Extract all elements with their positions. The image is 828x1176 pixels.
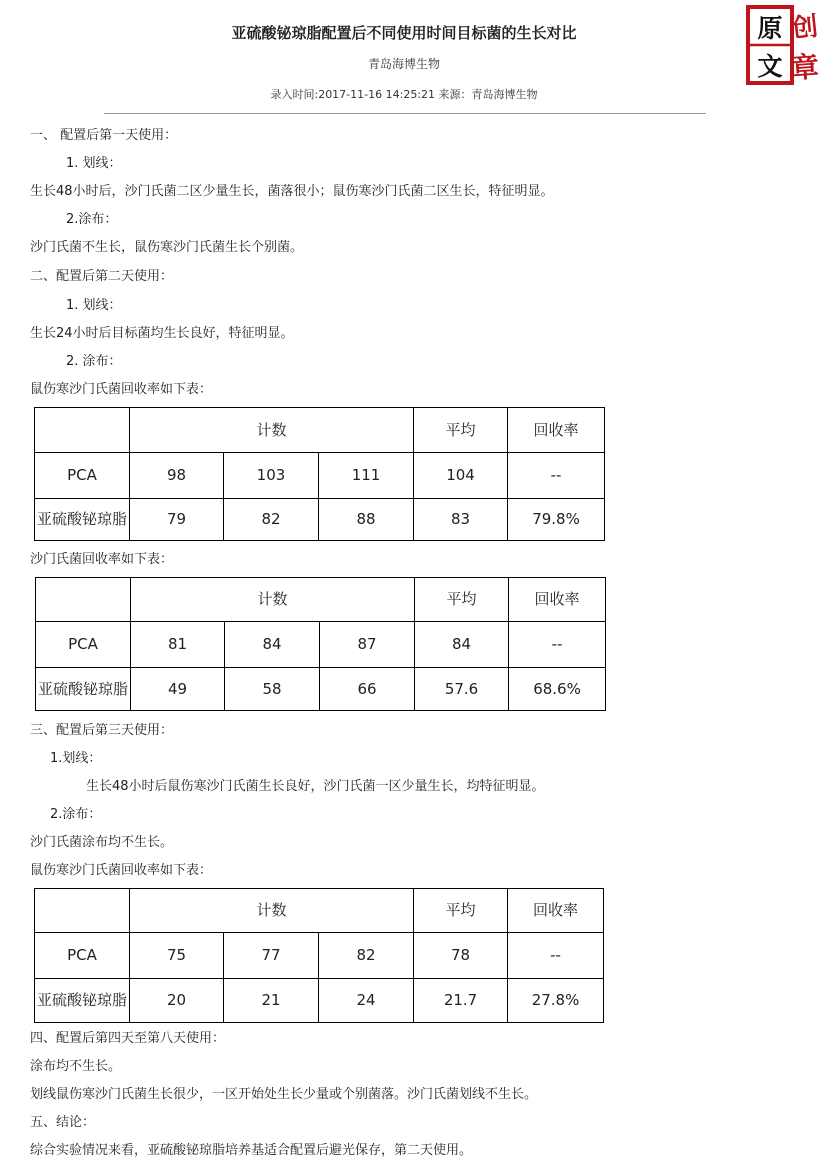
count-cell: 20 <box>130 979 224 1023</box>
count-cell: 87 <box>320 622 415 668</box>
row-label: 亚硫酸铋琼脂 <box>35 499 130 541</box>
section-1-streak-heading: 1. 划线： <box>66 156 122 171</box>
recovery-rate-cell: 79.8% <box>508 499 605 541</box>
table-row <box>35 933 604 979</box>
section-3-streak-text: 生长48小时后鼠伤寒沙门氏菌生长良好，沙门氏菌一区少量生长，均特征明显。 <box>86 779 545 794</box>
recovery-rate-cell: -- <box>508 453 605 499</box>
section-1-spread-text: 沙门氏菌不生长，鼠伤寒沙门氏菌生长个别菌。 <box>30 240 304 255</box>
table-header-row <box>36 578 606 622</box>
count-header: 计数 <box>131 578 415 622</box>
average-header: 平均 <box>415 578 509 622</box>
table-row <box>36 622 606 668</box>
count-cell: 82 <box>319 933 414 979</box>
section-2-streak-heading: 1. 划线： <box>66 298 122 313</box>
count-cell: 58 <box>225 668 320 711</box>
recovery-rate-cell: 68.6% <box>509 668 606 711</box>
recovery-rate-cell: -- <box>508 933 604 979</box>
table-row <box>35 453 605 499</box>
table-1-caption: 鼠伤寒沙门氏菌回收率如下表： <box>30 382 213 397</box>
svg-text:创: 创 <box>790 11 820 45</box>
count-cell: 49 <box>131 668 225 711</box>
empty-header-cell <box>35 889 130 933</box>
table-header-row <box>35 408 605 453</box>
count-cell: 84 <box>225 622 320 668</box>
count-cell: 79 <box>130 499 224 541</box>
average-header: 平均 <box>414 889 508 933</box>
recovery-rate-header: 回收率 <box>508 889 604 933</box>
count-header: 计数 <box>130 889 414 933</box>
count-cell: 75 <box>130 933 224 979</box>
count-cell: 77 <box>224 933 319 979</box>
original-article-stamp <box>745 4 821 88</box>
section-1-heading: 一、 配置后第一天使用： <box>30 128 178 143</box>
recovery-rate-header: 回收率 <box>508 408 605 453</box>
section-2-streak-text: 生长24小时后目标菌均生长良好，特征明显。 <box>30 326 294 341</box>
average-cell: 83 <box>414 499 508 541</box>
article-source: 青岛海博生物 <box>367 57 440 71</box>
table-row <box>35 979 604 1023</box>
section-1-streak-text: 生长48小时后，沙门氏菌二区少量生长，菌落很小；鼠伤寒沙门氏菌二区生长，特征明显。 <box>30 184 554 199</box>
recovery-rate-cell: 27.8% <box>508 979 604 1023</box>
count-cell: 66 <box>320 668 415 711</box>
recovery-table-1 <box>34 407 605 541</box>
count-cell: 98 <box>130 453 224 499</box>
svg-text:原: 原 <box>757 14 783 43</box>
average-cell: 21.7 <box>414 979 508 1023</box>
table-3-caption: 鼠伤寒沙门氏菌回收率如下表： <box>30 863 213 878</box>
recovery-rate-header: 回收率 <box>509 578 606 622</box>
article-meta: 录入时间:2017-11-16 14:25:21 来源：青岛海博生物 <box>270 88 538 101</box>
average-header: 平均 <box>414 408 508 453</box>
row-label: PCA <box>36 622 131 668</box>
average-cell: 78 <box>414 933 508 979</box>
empty-header-cell <box>36 578 131 622</box>
row-label: PCA <box>35 453 130 499</box>
recovery-table-2 <box>35 577 606 711</box>
count-cell: 82 <box>224 499 319 541</box>
section-2-heading: 二、配置后第二天使用： <box>30 269 174 284</box>
section-4-streak-text: 划线鼠伤寒沙门氏菌生长很少，一区开始处生长少量或个别菌落。沙门氏菌划线不生长。 <box>30 1087 538 1102</box>
section-3-spread-text: 沙门氏菌涂布均不生长。 <box>30 835 174 850</box>
empty-header-cell <box>35 408 130 453</box>
recovery-table-3 <box>34 888 604 1023</box>
count-cell: 21 <box>224 979 319 1023</box>
header-divider <box>104 113 706 114</box>
table-row <box>36 668 606 711</box>
section-1-spread-heading: 2.涂布： <box>66 212 118 227</box>
count-cell: 103 <box>224 453 319 499</box>
section-3-heading: 三、配置后第三天使用： <box>30 723 174 738</box>
count-cell: 111 <box>319 453 414 499</box>
count-cell: 81 <box>131 622 225 668</box>
conclusion-text: 综合实验情况来看，亚硫酸铋琼脂培养基适合配置后避光保存，第二天使用。 <box>30 1143 473 1158</box>
section-4-heading: 四、配置后第四天至第八天使用： <box>30 1031 226 1046</box>
article-title: 亚硫酸铋琼脂配置后不同使用时间目标菌的生长对比 <box>231 24 577 42</box>
svg-text:章: 章 <box>789 50 821 85</box>
count-cell: 24 <box>319 979 414 1023</box>
svg-text:文: 文 <box>757 52 783 81</box>
section-4-spread-text: 涂布均不生长。 <box>30 1059 122 1074</box>
section-5-heading: 五、结论： <box>30 1115 96 1130</box>
section-2-spread-heading: 2. 涂布： <box>66 354 122 369</box>
count-cell: 88 <box>319 499 414 541</box>
recovery-rate-cell: -- <box>509 622 606 668</box>
section-3-streak-heading: 1.划线： <box>50 751 102 766</box>
table-header-row <box>35 889 604 933</box>
section-3-spread-heading: 2.涂布： <box>50 807 102 822</box>
table-row <box>35 499 605 541</box>
table-2-caption: 沙门氏菌回收率如下表： <box>30 552 174 567</box>
row-label: 亚硫酸铋琼脂 <box>35 979 130 1023</box>
average-cell: 84 <box>415 622 509 668</box>
row-label: 亚硫酸铋琼脂 <box>36 668 131 711</box>
count-header: 计数 <box>130 408 414 453</box>
row-label: PCA <box>35 933 130 979</box>
average-cell: 104 <box>414 453 508 499</box>
average-cell: 57.6 <box>415 668 509 711</box>
